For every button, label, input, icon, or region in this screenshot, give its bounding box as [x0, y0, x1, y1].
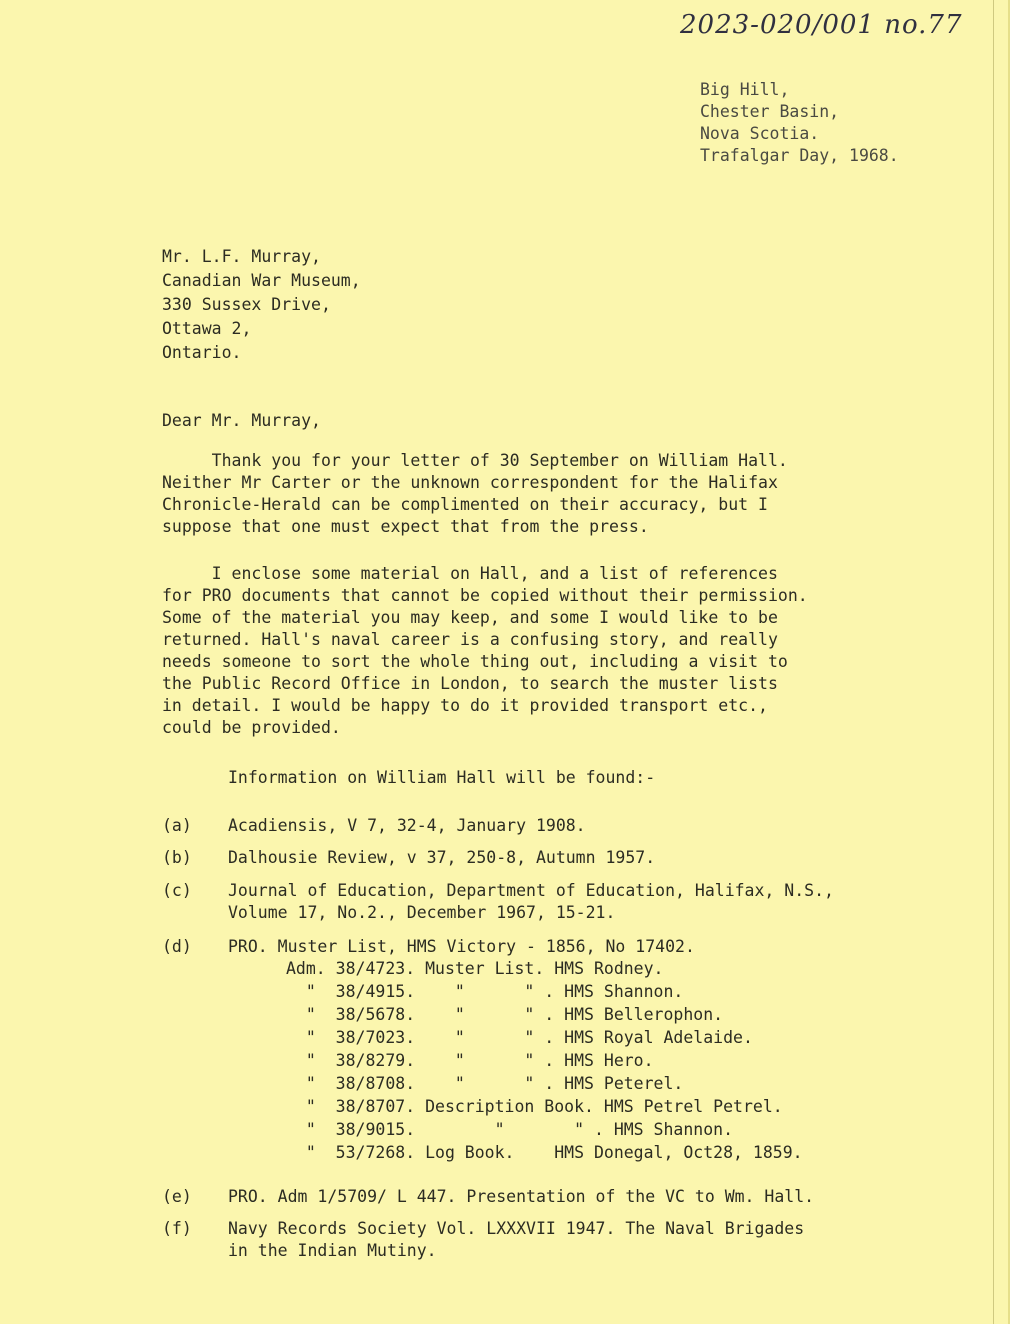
reference-label: (e) — [162, 1187, 192, 1206]
return-address — [700, 79, 899, 167]
return-address-line: Trafalgar Day, 1968. — [700, 146, 899, 165]
reference-label: (a) — [162, 816, 192, 835]
reference-text: Volume 17, No.2., December 1967, 15-21. — [228, 903, 616, 922]
reference-label: (d) — [162, 937, 192, 956]
reference-label: (f) — [162, 1219, 192, 1238]
paragraph-line: could be provided. — [162, 718, 341, 737]
paragraph-line: in detail. I would be happy to do it provided transport etc., — [162, 696, 768, 715]
return-address-line: Nova Scotia. — [700, 124, 820, 143]
paragraph-line: Chronicle-Herald can be complimented on their accuracy, but I — [162, 495, 768, 514]
info-heading: Information on William Hall will be found:- — [228, 768, 656, 787]
adm-entry: " 38/5678. " " . HMS Bellerophon. — [286, 1005, 724, 1024]
paragraph-line: Neither Mr Carter or the unknown correspondent for the Halifax — [162, 473, 778, 492]
return-address-line: Chester Basin, — [700, 102, 840, 121]
reference-text: Acadiensis, V 7, 32-4, January 1908. — [228, 816, 586, 835]
reference-text: Dalhousie Review, v 37, 250-8, Autumn 1957. — [228, 848, 656, 867]
reference-text: PRO. Muster List, HMS Victory - 1856, No 17402. — [228, 937, 695, 956]
recipient-address — [162, 245, 361, 365]
reference-text: Navy Records Society Vol. LXXXVII 1947. The Naval Brigades — [228, 1219, 805, 1238]
paragraph-line: suppose that one must expect that from the press. — [162, 517, 649, 536]
paragraph-enclosure — [162, 563, 982, 739]
adm-entry: " 38/8279. " " . HMS Hero. — [286, 1051, 654, 1070]
reference-text: Journal of Education, Department of Education, Halifax, N.S., — [228, 881, 834, 900]
paragraph-line: returned. Hall's naval career is a confusing story, and really — [162, 630, 778, 649]
reference-label: (b) — [162, 848, 192, 867]
adm-entry: " 38/8707. Description Book. HMS Petrel Petrel. — [286, 1097, 783, 1116]
reference-label: (c) — [162, 881, 192, 900]
handwritten-annotation: 2023-020/001 no.77 — [680, 10, 963, 40]
recipient-address-line: Canadian War Museum, — [162, 271, 361, 290]
return-address-line: Big Hill, — [700, 80, 790, 99]
paragraph-line: the Public Record Office in London, to search the muster lists — [162, 674, 778, 693]
recipient-address-line: 330 Sussex Drive, — [162, 295, 331, 314]
recipient-address-line: Ontario. — [162, 343, 242, 362]
paragraph-line: Thank you for your letter of 30 September on William Hall. — [162, 451, 788, 470]
reference-text: in the Indian Mutiny. — [228, 1241, 437, 1260]
adm-entry: " 38/9015. " " . HMS Shannon. — [286, 1120, 734, 1139]
recipient-address-line: Ottawa 2, — [162, 319, 252, 338]
salutation: Dear Mr. Murray, — [162, 411, 321, 430]
paragraph-thanks — [162, 450, 982, 538]
adm-entry: " 53/7268. Log Book. HMS Donegal, Oct28, 1859. — [286, 1143, 803, 1162]
adm-entry: " 38/7023. " " . HMS Royal Adelaide. — [286, 1028, 753, 1047]
adm-entry: " 38/8708. " " . HMS Peterel. — [286, 1074, 684, 1093]
paragraph-line: needs someone to sort the whole thing out, including a visit to — [162, 652, 788, 671]
reference-text: PRO. Adm 1/5709/ L 447. Presentation of the VC to Wm. Hall. — [228, 1187, 815, 1206]
recipient-address-line: Mr. L.F. Murray, — [162, 247, 321, 266]
adm-entry: Adm. 38/4723. Muster List. HMS Rodney. — [286, 959, 664, 978]
paragraph-line: for PRO documents that cannot be copied without their permission. — [162, 586, 808, 605]
paragraph-line: I enclose some material on Hall, and a list of references — [162, 564, 778, 583]
paper-edge — [993, 0, 994, 1324]
adm-entry: " 38/4915. " " . HMS Shannon. — [286, 982, 684, 1001]
paragraph-line: Some of the material you may keep, and some I would like to be — [162, 608, 778, 627]
